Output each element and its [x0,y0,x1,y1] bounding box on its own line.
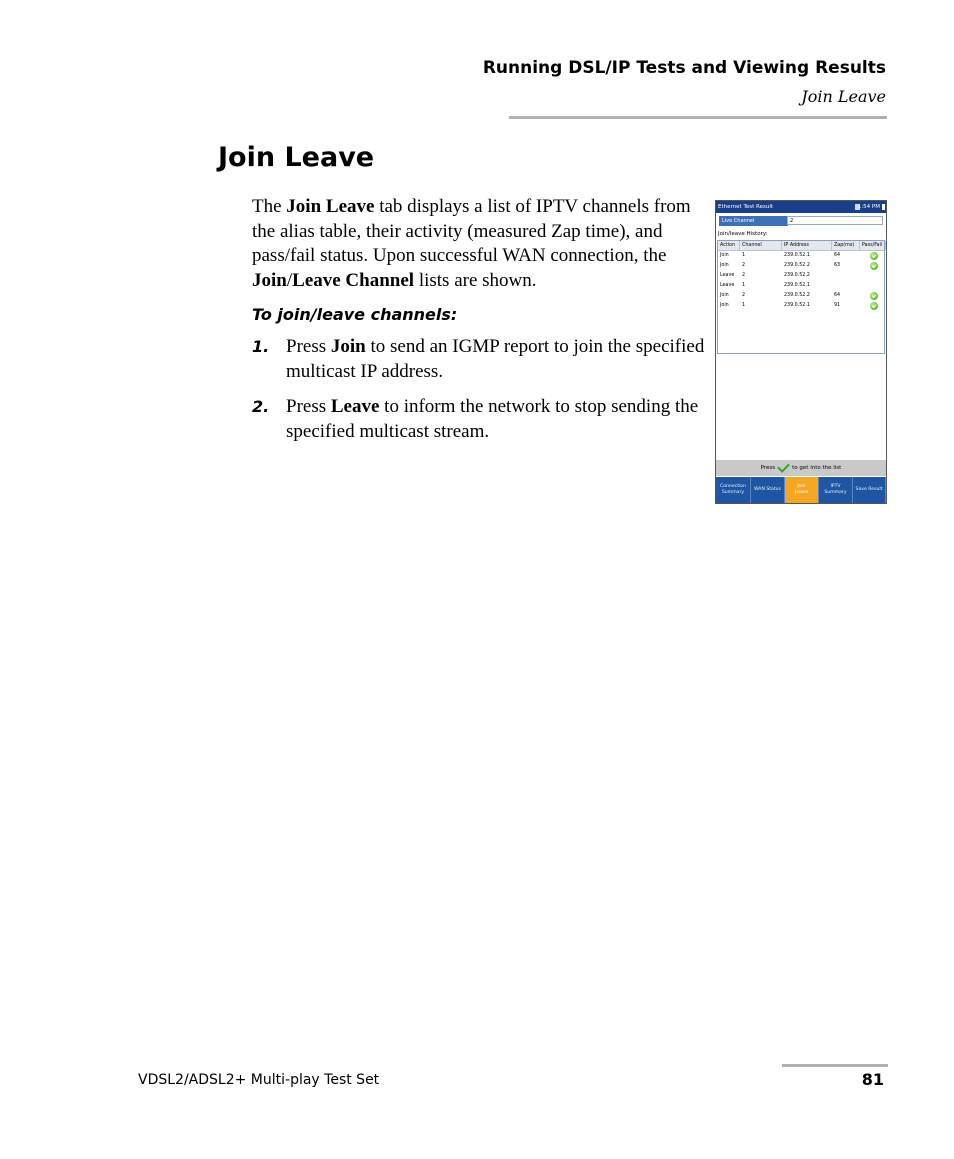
action-cell: Join [720,253,729,258]
battery-icon [882,204,885,210]
pass-icon [870,262,878,270]
tab-label-line: Leave [794,490,809,495]
tab-label-line: Summary [824,490,847,495]
live-channel-field[interactable]: 2 [787,216,883,225]
pass-icon [870,252,878,260]
device-tab-bar [716,477,886,503]
step-text-post: to send an IGMP report to join the specified multicast IP address. [286,336,705,382]
step-text-pre: Press [286,396,331,417]
table-row[interactable] [718,281,884,291]
step-text-pre: Press [286,336,331,357]
tab-label [824,484,846,496]
tab-label-line: Join [797,484,806,489]
step-bold-join: Join [330,336,366,357]
intro-text: lists are shown. [414,270,537,292]
channel-cell: 2 [742,263,746,268]
ip-address-cell: 239.0.52.2 [784,273,810,278]
tab-label-line: Summary [721,490,745,495]
table-header [718,241,884,251]
footer-product-name: VDSL2/ADSL2+ Multi-play Test Set [138,1072,380,1088]
table-row[interactable] [718,301,884,311]
tab-label-line: Connection [720,484,746,489]
tab-save-result[interactable] [853,477,886,503]
procedure-heading: To join/leave channels: [252,305,458,324]
step-bold-leave: Leave [330,396,380,417]
section-name: Join Leave [801,87,886,106]
zap-cell: 64 [834,253,841,258]
hint-text-pre: Press [760,465,776,471]
ip-address-cell: 239.0.52.2 [784,263,810,268]
hint-text-post: to get into the list [792,465,842,471]
step-text [286,395,712,444]
tab-label [795,484,809,496]
table-row[interactable] [718,271,884,281]
ip-address-cell: 239.0.52.2 [784,293,810,298]
intro-bold-join: Join [252,270,287,292]
column-header-ip-address: IP Address [782,241,832,250]
live-channel-row [717,215,885,227]
zap-cell: 64 [834,293,841,298]
intro-paragraph [252,195,712,294]
table-row[interactable] [718,261,884,271]
channel-cell: 2 [742,273,746,278]
pass-icon [870,292,878,300]
intro-text: / [286,270,293,292]
chapter-title: Running DSL/IP Tests and Viewing Results [482,58,886,78]
intro-bold-join-leave: Join Leave [286,196,375,217]
zap-cell: 63 [834,263,841,268]
tab-label [720,484,746,496]
tab-label [754,487,781,493]
intro-text: The [252,196,287,217]
history-label: Join/leave History: [718,231,768,237]
join-leave-history-table[interactable] [717,240,885,354]
page-number: 81 [861,1070,884,1089]
device-clock: 1:54 PM [857,204,880,210]
procedure-step [252,335,712,385]
ip-address-cell: 239.0.52.1 [784,303,810,308]
action-cell: Leave [720,273,735,278]
action-cell: Join [720,263,729,268]
tab-join-leave[interactable] [785,477,819,503]
table-row[interactable] [718,251,884,261]
device-screenshot [715,200,887,504]
column-header-action: Action [718,241,740,250]
channel-cell: 2 [742,293,746,298]
step-number: 1. [252,337,270,356]
ip-address-cell: 239.0.52.1 [784,283,810,288]
check-icon [777,460,790,473]
header-divider [509,116,887,119]
column-header-channel: Channel [740,241,782,250]
step-number: 2. [252,397,270,416]
hint-bar [716,460,886,476]
tab-iptv-summary[interactable] [819,477,853,503]
tab-label-line: IPTV [830,484,841,489]
live-channel-label: Live Channel [719,216,788,226]
tab-connection-summary[interactable] [716,477,751,503]
tab-label [856,487,883,493]
ip-address-cell: 239.0.52.1 [784,253,810,258]
footer-divider [782,1064,888,1067]
channel-cell: 1 [742,283,746,288]
step-text-post: to inform the network to stop sending the specified multicast stream. [286,396,699,442]
table-row[interactable] [718,291,884,301]
tab-label-line: WAN Status [754,487,781,492]
intro-text: tab displays a list of IPTV channels from the alias table, their activity (measured Zap time), and pass/fail status. Upon successful WAN connection, the [252,196,691,267]
tab-wan-status[interactable] [751,477,785,503]
intro-bold-leave-channel: Leave Channel [292,270,415,292]
procedure-step [252,395,712,445]
device-title-bar [716,201,886,213]
column-header-zap: Zap(ms) [832,241,860,250]
tab-label-line: Save Result [855,487,883,492]
column-header-pass-fail: Pass/Fail [860,241,886,250]
page-title: Join Leave [218,142,375,173]
channel-cell: 1 [742,303,746,308]
action-cell: Join [720,303,729,308]
pass-icon [870,302,878,310]
zap-cell: 91 [834,303,841,308]
step-text [286,335,712,384]
device-window-title: Ethernet Test Result [718,204,774,210]
action-cell: Join [720,293,729,298]
action-cell: Leave [720,283,735,288]
channel-cell: 1 [742,253,746,258]
